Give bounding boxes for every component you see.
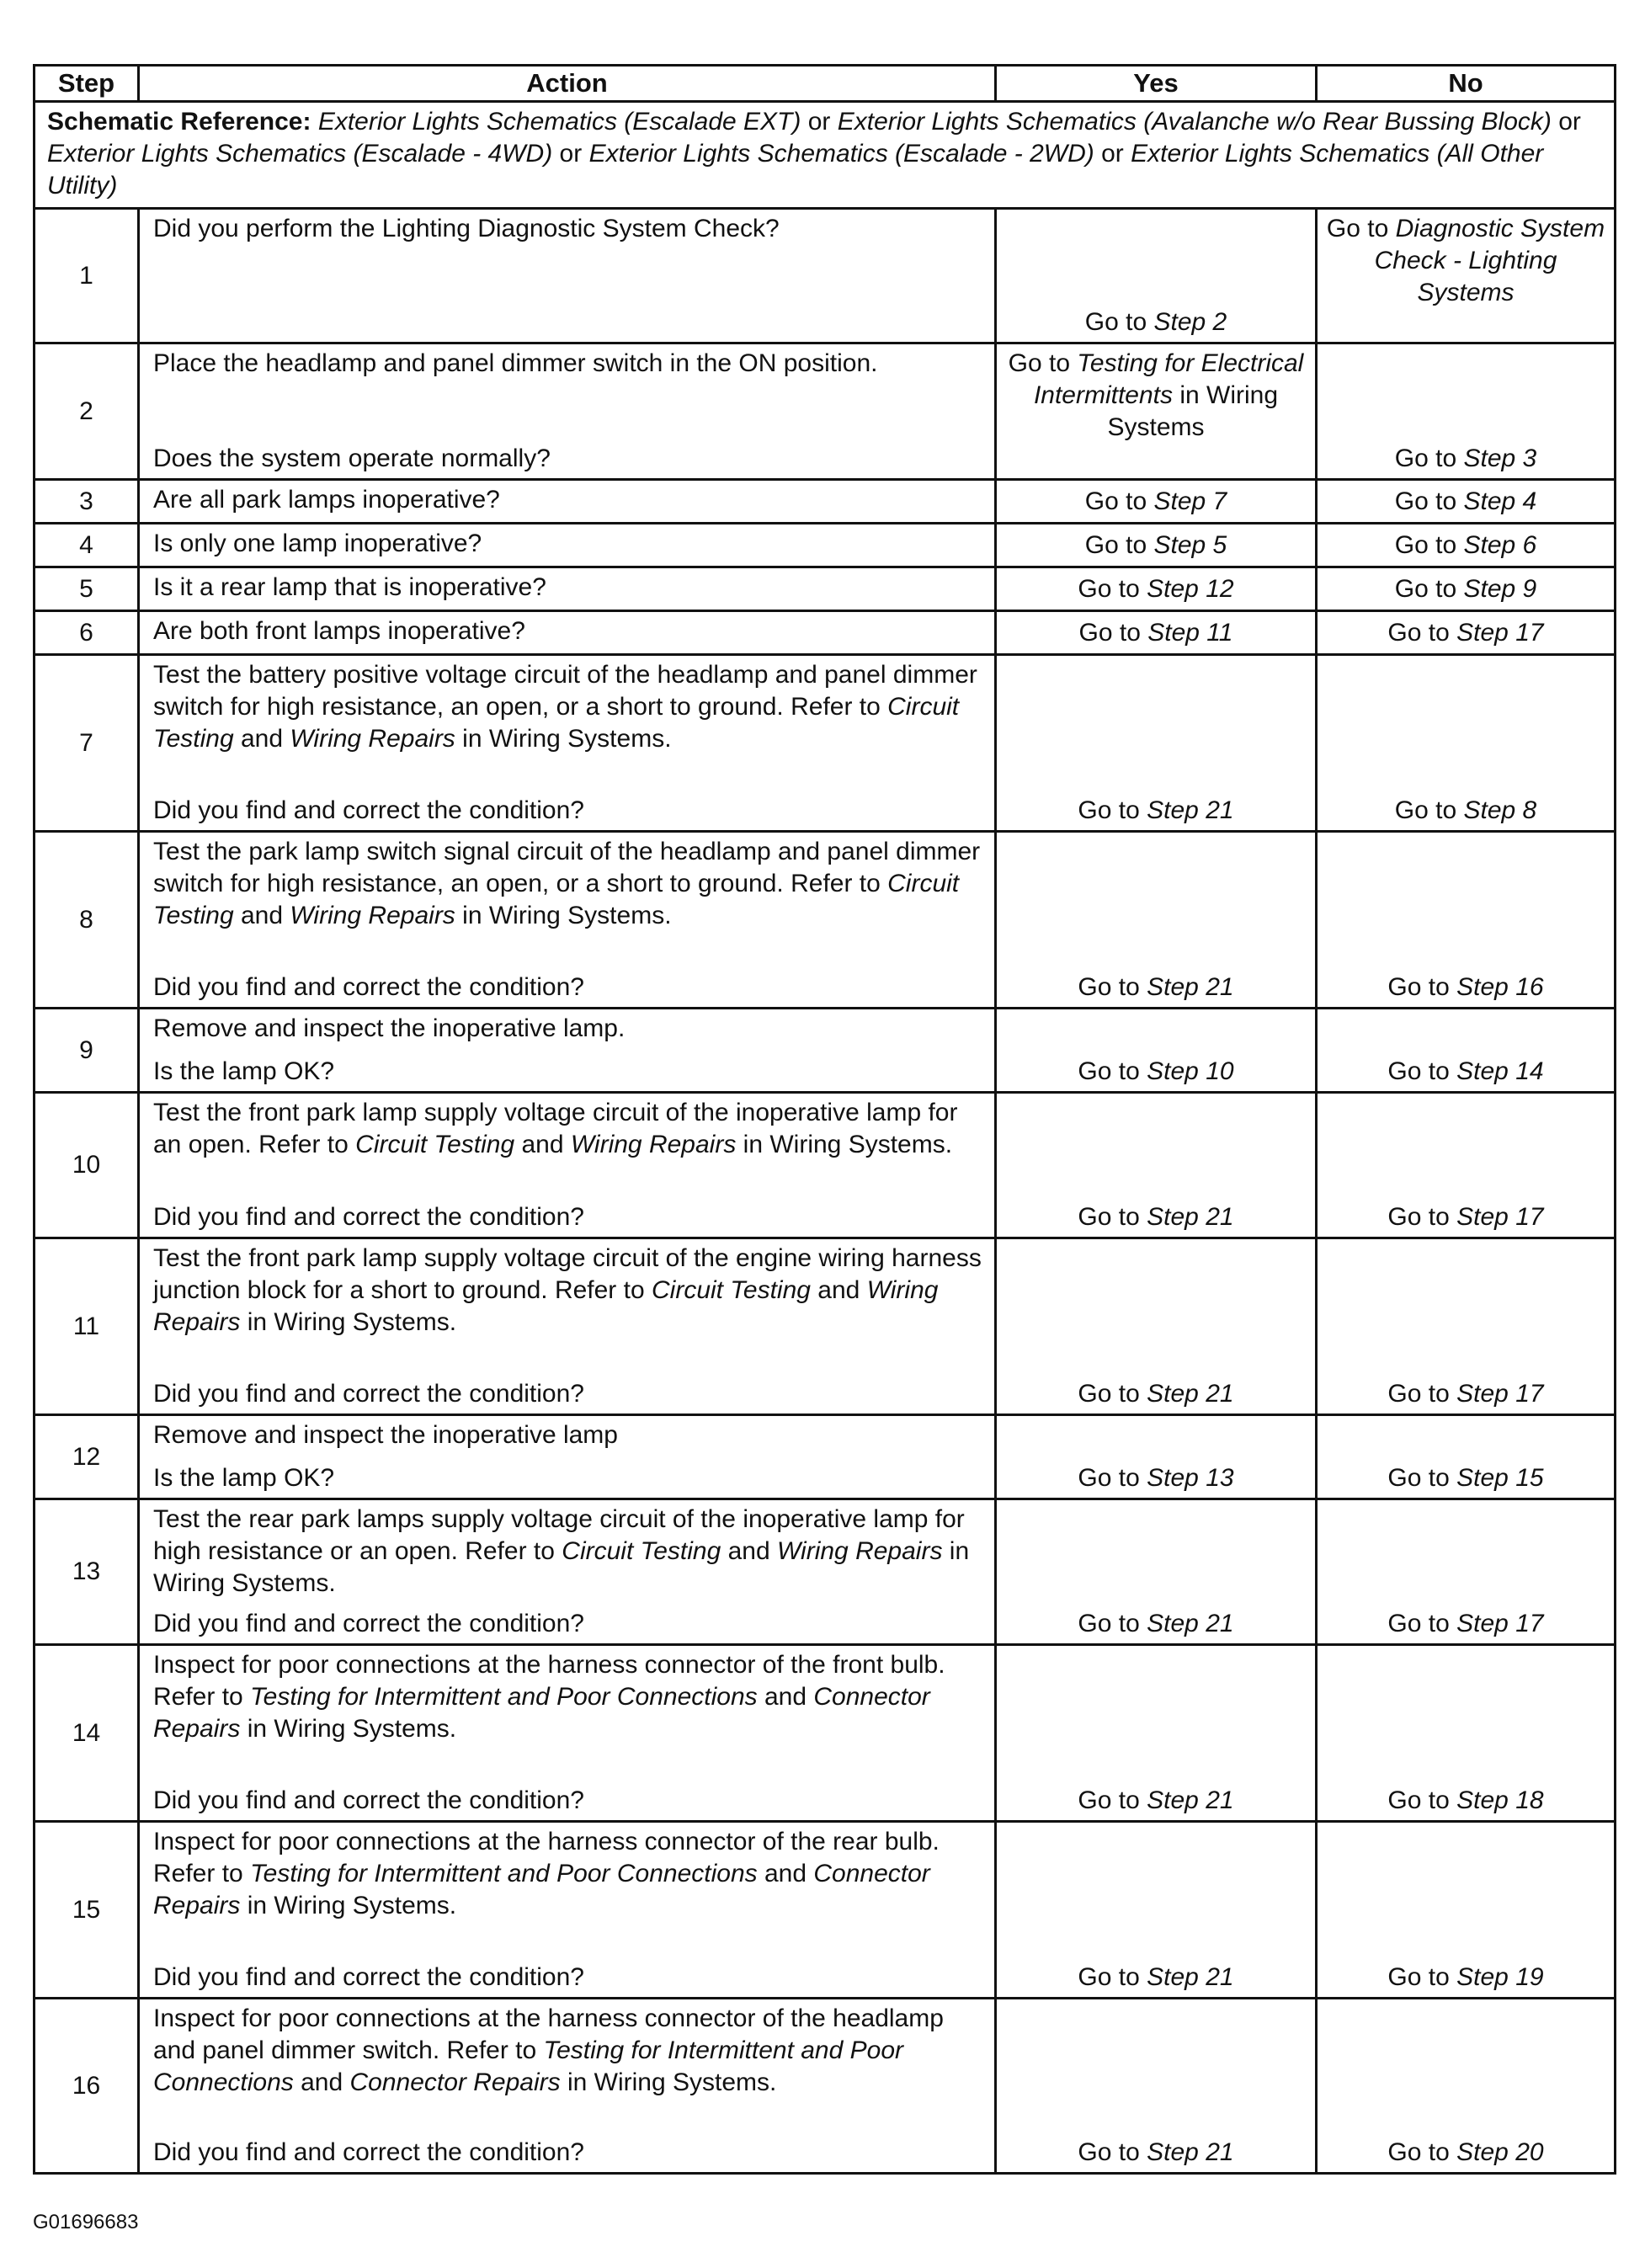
step-row-11 bbox=[35, 1238, 1616, 1415]
text-run: Step 19 bbox=[1456, 1963, 1544, 1991]
text-run: Did you find and correct the condition? bbox=[153, 1380, 584, 1408]
no-result bbox=[1317, 1999, 1616, 2174]
action-text bbox=[153, 213, 982, 245]
no-result bbox=[1317, 1499, 1616, 1645]
step-row-1 bbox=[35, 209, 1616, 343]
text-run: Is the lamp OK? bbox=[153, 1057, 335, 1085]
text-run: Go to bbox=[1078, 1057, 1147, 1085]
text-run: Circuit Testing bbox=[153, 870, 960, 929]
action-question bbox=[153, 1056, 982, 1088]
action-question bbox=[153, 1785, 982, 1817]
text-run: Step 4 bbox=[1463, 487, 1537, 515]
header-row bbox=[35, 66, 1616, 102]
no-result bbox=[1317, 1822, 1616, 1999]
yes-result bbox=[996, 1645, 1317, 1822]
step-action bbox=[139, 1822, 996, 1999]
text-run: Step 21 bbox=[1147, 796, 1234, 824]
text-run: Test the park lamp switch signal circuit of the headlamp and panel dimmer switch for high resistance, an open, or a short to ground. Refer to bbox=[153, 838, 981, 897]
step-action bbox=[139, 480, 996, 524]
no-result bbox=[1317, 1009, 1616, 1093]
text-run: Go to bbox=[1387, 1203, 1457, 1231]
yes-result bbox=[996, 1238, 1317, 1415]
text-run: Go to bbox=[1084, 530, 1154, 559]
schematic-reference bbox=[35, 102, 1616, 209]
step-row-4 bbox=[35, 524, 1616, 567]
step-action bbox=[139, 567, 996, 611]
text-run: and bbox=[293, 2068, 350, 2096]
step-action bbox=[139, 1415, 996, 1499]
text-run: Go to bbox=[1078, 574, 1147, 603]
step-action bbox=[139, 1009, 996, 1093]
step-number: 2 bbox=[35, 343, 139, 480]
text-run: in Wiring Systems. bbox=[455, 902, 672, 929]
text-run: Step 8 bbox=[1463, 796, 1537, 824]
action-text bbox=[153, 1097, 982, 1161]
text-run: Is only one lamp inoperative? bbox=[153, 530, 482, 557]
text-run: Wiring Repairs bbox=[290, 725, 455, 753]
yes-result bbox=[996, 1009, 1317, 1093]
action-text bbox=[153, 836, 982, 932]
text-run: Go to bbox=[1394, 445, 1464, 472]
no-result bbox=[1317, 655, 1616, 832]
step-row-14 bbox=[35, 1645, 1616, 1822]
text-run: in Wiring Systems. bbox=[455, 725, 672, 753]
text-run: Go to bbox=[1078, 1464, 1147, 1492]
text-run: Circuit Testing bbox=[355, 1131, 515, 1158]
text-run: Step 10 bbox=[1147, 1057, 1234, 1085]
text-run: in Wiring Systems. bbox=[560, 2068, 777, 2096]
text-run: Step 21 bbox=[1147, 1380, 1234, 1408]
text-run: Step 3 bbox=[1463, 445, 1537, 472]
step-row-12 bbox=[35, 1415, 1616, 1499]
text-run: Diagnostic System Check - Lighting Systems bbox=[1374, 215, 1605, 306]
text-run: Exterior Lights Schematics (Escalade - 4WD) bbox=[47, 140, 553, 168]
action-question bbox=[153, 1378, 982, 1410]
text-run: Step 14 bbox=[1456, 1057, 1544, 1085]
yes-result bbox=[996, 832, 1317, 1009]
step-number: 8 bbox=[35, 832, 139, 1009]
text-run: Go to bbox=[1387, 1786, 1457, 1814]
text-run: and bbox=[233, 725, 290, 753]
text-run: and bbox=[233, 902, 290, 929]
step-number: 15 bbox=[35, 1822, 139, 1999]
action-question bbox=[153, 1201, 982, 1233]
text-run: Inspect for poor connections at the harness connector of the rear bulb. Refer to bbox=[153, 1828, 940, 1887]
no-result bbox=[1317, 343, 1616, 480]
text-run: Did you find and correct the condition? bbox=[153, 1963, 584, 1991]
yes-result bbox=[996, 1999, 1317, 2174]
yes-result bbox=[996, 1093, 1317, 1238]
text-run bbox=[311, 108, 317, 136]
text-run: Step 21 bbox=[1147, 1203, 1234, 1231]
no-result bbox=[1317, 209, 1616, 343]
step-row-7 bbox=[35, 655, 1616, 832]
text-run: and bbox=[810, 1276, 867, 1304]
yes-result bbox=[996, 655, 1317, 832]
step-number: 11 bbox=[35, 1238, 139, 1415]
text-run: Testing for Intermittent and Poor Connections bbox=[153, 2036, 904, 2096]
action-question bbox=[153, 443, 982, 475]
action-text bbox=[153, 1649, 982, 1745]
text-run: Go to bbox=[1078, 1203, 1147, 1231]
text-run: Exterior Lights Schematics (Escalade - 2WD) bbox=[588, 140, 1094, 168]
step-row-10 bbox=[35, 1093, 1616, 1238]
step-row-15 bbox=[35, 1822, 1616, 1999]
text-run: and bbox=[757, 1683, 814, 1711]
action-text bbox=[153, 348, 982, 380]
no-result bbox=[1317, 1645, 1616, 1822]
figure-id: G01696683 bbox=[33, 2211, 139, 2233]
step-action bbox=[139, 1093, 996, 1238]
step-action bbox=[139, 209, 996, 343]
text-run: Wiring Repairs bbox=[290, 902, 455, 929]
text-run: Connector Repairs bbox=[153, 1683, 930, 1743]
step-row-9 bbox=[35, 1009, 1616, 1093]
text-run: Step 21 bbox=[1147, 2138, 1234, 2166]
step-row-8 bbox=[35, 832, 1616, 1009]
step-number: 12 bbox=[35, 1415, 139, 1499]
text-run: and bbox=[757, 1860, 814, 1887]
text-run: Go to bbox=[1394, 574, 1464, 603]
step-row-6 bbox=[35, 611, 1616, 655]
no-result bbox=[1317, 1238, 1616, 1415]
text-run: Go to bbox=[1078, 1963, 1147, 1991]
action-text bbox=[153, 1013, 982, 1045]
step-number: 6 bbox=[35, 611, 139, 655]
action-question bbox=[153, 795, 982, 827]
text-run: Testing for Intermittent and Poor Connections bbox=[250, 1860, 758, 1887]
text-run: Go to bbox=[1387, 1464, 1457, 1492]
header-step: Step bbox=[35, 66, 139, 102]
text-run: Did you find and correct the condition? bbox=[153, 1786, 584, 1814]
text-run: Connector Repairs bbox=[153, 1860, 930, 1919]
text-run: Go to bbox=[1387, 618, 1457, 647]
step-number: 16 bbox=[35, 1999, 139, 2174]
step-number: 14 bbox=[35, 1645, 139, 1822]
action-text bbox=[153, 1419, 982, 1451]
text-run: Is it a rear lamp that is inoperative? bbox=[153, 573, 546, 601]
text-run: Step 11 bbox=[1147, 618, 1233, 647]
no-result bbox=[1317, 567, 1616, 611]
text-run: Test the front park lamp supply voltage circuit of the inoperative lamp for an open. Refer to bbox=[153, 1099, 958, 1158]
text-run: in Wiring Systems bbox=[1107, 381, 1279, 441]
text-run: Go to bbox=[1387, 973, 1457, 1001]
text-run: Go to bbox=[1078, 1610, 1147, 1637]
text-run: Go to bbox=[1326, 215, 1396, 242]
step-number: 5 bbox=[35, 567, 139, 611]
action-text bbox=[153, 572, 982, 604]
text-run: Go to bbox=[1078, 1786, 1147, 1814]
step-number: 4 bbox=[35, 524, 139, 567]
text-run: Step 2 bbox=[1153, 308, 1227, 336]
no-result bbox=[1317, 832, 1616, 1009]
step-number: 10 bbox=[35, 1093, 139, 1238]
text-run: Step 13 bbox=[1147, 1464, 1234, 1492]
step-number: 13 bbox=[35, 1499, 139, 1645]
text-run: Did you find and correct the condition? bbox=[153, 973, 584, 1001]
text-run: Go to bbox=[1387, 1963, 1457, 1991]
text-run: Test the front park lamp supply voltage circuit of the engine wiring harness junction block for a short to ground. Refer to bbox=[153, 1244, 982, 1304]
text-run: Does the system operate normally? bbox=[153, 445, 551, 472]
step-number: 7 bbox=[35, 655, 139, 832]
text-run: Step 12 bbox=[1147, 574, 1234, 603]
action-question bbox=[153, 972, 982, 1004]
yes-result bbox=[996, 343, 1317, 480]
text-run: Go to bbox=[1387, 1057, 1457, 1085]
text-run: Go to bbox=[1078, 973, 1147, 1001]
text-run: Step 9 bbox=[1463, 574, 1537, 603]
diagnostic-table bbox=[33, 64, 1616, 2175]
action-text bbox=[153, 2003, 982, 2099]
text-run: Wiring Repairs bbox=[153, 1276, 939, 1336]
text-run: Step 7 bbox=[1153, 487, 1227, 515]
action-question bbox=[153, 2137, 982, 2169]
yes-result bbox=[996, 1415, 1317, 1499]
yes-result bbox=[996, 209, 1317, 343]
step-action bbox=[139, 1238, 996, 1415]
text-run: Go to bbox=[1387, 1610, 1457, 1637]
text-run: Go to bbox=[1084, 487, 1154, 515]
yes-result bbox=[996, 1499, 1317, 1645]
text-run: Step 18 bbox=[1456, 1786, 1544, 1814]
text-run: Exterior Lights Schematics (Avalanche w/o Rear Bussing Block) bbox=[837, 108, 1552, 136]
header-no: No bbox=[1317, 66, 1616, 102]
text-run: or bbox=[801, 108, 838, 136]
header-yes: Yes bbox=[996, 66, 1317, 102]
text-run: Are all park lamps inoperative? bbox=[153, 486, 500, 514]
text-run: Testing for Intermittent and Poor Connections bbox=[250, 1683, 758, 1711]
text-run: in Wiring Systems. bbox=[240, 1892, 457, 1919]
action-text bbox=[153, 1504, 982, 1600]
text-run: Go to bbox=[1084, 308, 1154, 336]
text-run: Inspect for poor connections at the harness connector of the headlamp and panel dimmer switch. Refer to bbox=[153, 2004, 944, 2064]
step-row-13 bbox=[35, 1499, 1616, 1645]
text-run: Connector Repairs bbox=[349, 2068, 561, 2096]
text-run: Step 6 bbox=[1463, 530, 1537, 559]
text-run: Step 21 bbox=[1147, 1963, 1234, 1991]
action-text bbox=[153, 1826, 982, 1922]
text-run: Wiring Repairs bbox=[777, 1537, 943, 1565]
text-run: Step 15 bbox=[1456, 1464, 1544, 1492]
text-run: Step 21 bbox=[1147, 973, 1234, 1001]
step-row-16 bbox=[35, 1999, 1616, 2174]
step-action bbox=[139, 524, 996, 567]
text-run: Did you find and correct the condition? bbox=[153, 1203, 584, 1231]
text-run: Circuit Testing bbox=[652, 1276, 811, 1304]
step-number: 1 bbox=[35, 209, 139, 343]
text-run: Go to bbox=[1387, 2138, 1457, 2166]
text-run: Schematic Reference: bbox=[47, 108, 311, 136]
yes-result bbox=[996, 524, 1317, 567]
action-text bbox=[153, 659, 982, 755]
step-row-3 bbox=[35, 480, 1616, 524]
no-result bbox=[1317, 1093, 1616, 1238]
step-action bbox=[139, 611, 996, 655]
text-run: Step 21 bbox=[1147, 1786, 1234, 1814]
no-result bbox=[1317, 611, 1616, 655]
text-run: in Wiring Systems. bbox=[736, 1131, 953, 1158]
text-run: Test the battery positive voltage circuit of the headlamp and panel dimmer switch for high resistance, an open, or a short to ground. Refer to bbox=[153, 661, 977, 721]
text-run: Go to bbox=[1078, 2138, 1147, 2166]
text-run: Remove and inspect the inoperative lamp bbox=[153, 1421, 618, 1449]
text-run: Exterior Lights Schematics (Escalade EXT) bbox=[317, 108, 801, 136]
text-run: in Wiring Systems. bbox=[153, 1537, 970, 1597]
text-run: Step 21 bbox=[1147, 1610, 1234, 1637]
text-run: or bbox=[552, 140, 589, 168]
text-run: Did you find and correct the condition? bbox=[153, 1610, 584, 1637]
text-run: Circuit Testing bbox=[153, 693, 960, 753]
yes-result bbox=[996, 1822, 1317, 1999]
step-action bbox=[139, 1499, 996, 1645]
text-run: Step 17 bbox=[1456, 1380, 1544, 1408]
step-action bbox=[139, 343, 996, 480]
yes-result bbox=[996, 567, 1317, 611]
text-run: in Wiring Systems. bbox=[240, 1308, 457, 1336]
no-result bbox=[1317, 524, 1616, 567]
text-run: and bbox=[514, 1131, 571, 1158]
text-run: Did you find and correct the condition? bbox=[153, 796, 584, 824]
text-run: or bbox=[1551, 108, 1581, 136]
action-question bbox=[153, 1962, 982, 1994]
text-run: Go to bbox=[1394, 796, 1464, 824]
text-run: Remove and inspect the inoperative lamp. bbox=[153, 1014, 626, 1042]
text-run: Step 17 bbox=[1456, 618, 1544, 647]
schematic-reference-row bbox=[35, 102, 1616, 209]
text-run: Circuit Testing bbox=[562, 1537, 721, 1565]
text-run: Exterior Lights Schematics (All Other Utility) bbox=[47, 140, 1544, 200]
text-run: Step 20 bbox=[1456, 2138, 1544, 2166]
text-run: Testing for Electrical Intermittents bbox=[1033, 349, 1304, 409]
action-text bbox=[153, 1243, 982, 1339]
step-action bbox=[139, 1645, 996, 1822]
text-run: Did you find and correct the condition? bbox=[153, 2138, 584, 2166]
text-run: Step 5 bbox=[1153, 530, 1227, 559]
text-run: in Wiring Systems. bbox=[240, 1715, 457, 1743]
text-run: Go to bbox=[1394, 487, 1464, 515]
step-row-2 bbox=[35, 343, 1616, 480]
action-question bbox=[153, 1608, 982, 1640]
text-run: Step 17 bbox=[1456, 1610, 1544, 1637]
step-number: 9 bbox=[35, 1009, 139, 1093]
text-run: Go to bbox=[1078, 618, 1148, 647]
text-run: Go to bbox=[1078, 1380, 1147, 1408]
header-action: Action bbox=[139, 66, 996, 102]
text-run: Inspect for poor connections at the harness connector of the front bulb. Refer to bbox=[153, 1651, 945, 1711]
text-run: Test the rear park lamps supply voltage circuit of the inoperative lamp for high resistance or an open. Refer to bbox=[153, 1505, 965, 1565]
text-run: and bbox=[721, 1537, 777, 1565]
text-run: Step 16 bbox=[1456, 973, 1544, 1001]
text-run: Did you perform the Lighting Diagnostic System Check? bbox=[153, 215, 780, 242]
text-run: Wiring Repairs bbox=[570, 1131, 737, 1158]
step-action bbox=[139, 832, 996, 1009]
text-run: Step 17 bbox=[1456, 1203, 1544, 1231]
step-action bbox=[139, 1999, 996, 2174]
action-text bbox=[153, 484, 982, 516]
text-run: Go to bbox=[1008, 349, 1078, 377]
no-result bbox=[1317, 1415, 1616, 1499]
no-result bbox=[1317, 480, 1616, 524]
yes-result bbox=[996, 611, 1317, 655]
step-action bbox=[139, 655, 996, 832]
text-run: or bbox=[1094, 140, 1131, 168]
text-run: Place the headlamp and panel dimmer switch in the ON position. bbox=[153, 349, 878, 377]
text-run: Is the lamp OK? bbox=[153, 1464, 335, 1492]
action-text bbox=[153, 528, 982, 560]
text-run: Go to bbox=[1387, 1380, 1457, 1408]
text-run: Are both front lamps inoperative? bbox=[153, 617, 525, 645]
step-number: 3 bbox=[35, 480, 139, 524]
text-run: Go to bbox=[1078, 796, 1147, 824]
step-row-5 bbox=[35, 567, 1616, 611]
yes-result bbox=[996, 480, 1317, 524]
action-question bbox=[153, 1462, 982, 1494]
text-run: Go to bbox=[1394, 530, 1464, 559]
action-text bbox=[153, 615, 982, 647]
